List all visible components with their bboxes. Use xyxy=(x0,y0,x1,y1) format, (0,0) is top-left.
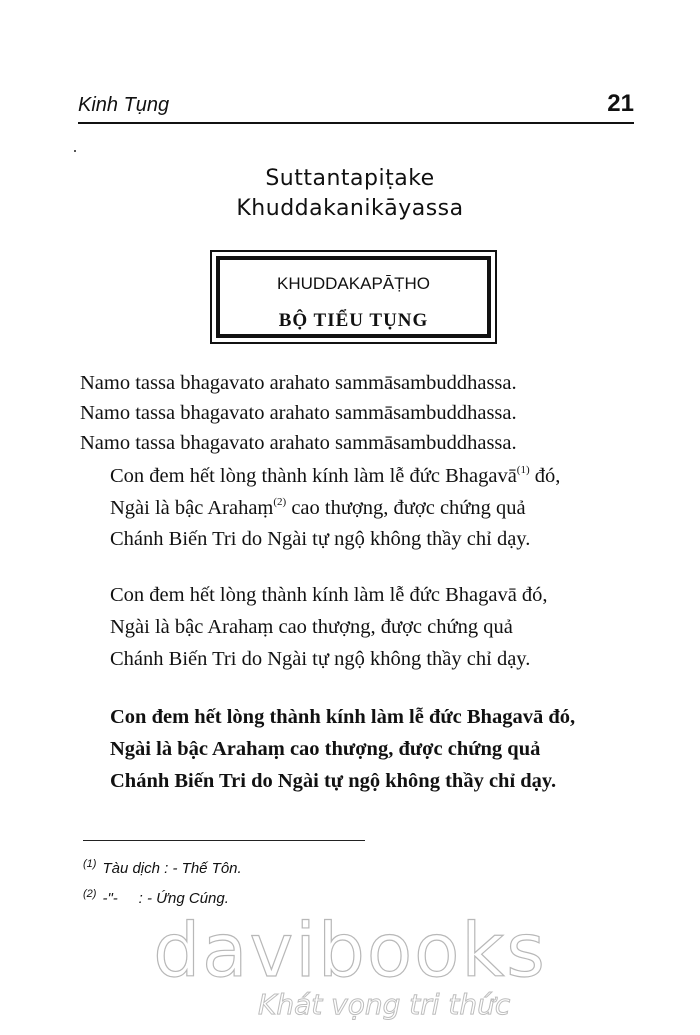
footnote-divider xyxy=(83,840,365,841)
stanza2-line-1: Con đem hết lòng thành kính làm lễ đức Bhagavā đó, xyxy=(110,584,548,606)
stanza1-line-1-text: Con đem hết lòng thành kính làm lễ đức Bhagavā xyxy=(110,465,517,487)
section-title-1: Suttantapiṭake xyxy=(265,166,435,191)
pali-line-2: Namo tassa bhagavato arahato sammāsambuddhassa. xyxy=(80,402,517,424)
watermark-brand: davibooks xyxy=(153,908,547,994)
title-box-inner xyxy=(216,256,491,338)
stanza3-line-3: Chánh Biến Tri do Ngài tự ngộ không thầy chỉ dạy. xyxy=(110,770,557,792)
stanza1-line-1 xyxy=(110,464,560,488)
stanza2-line-2: Ngài là bậc Arahaṃ cao thượng, được chứng quả xyxy=(110,616,513,638)
pali-book-title: KHUDDAKAPĀṬHO xyxy=(276,274,431,293)
watermark-slogan: Khát vọng tri thức xyxy=(258,988,511,1021)
title-box xyxy=(210,250,497,344)
stanza1-line-2 xyxy=(110,496,526,520)
footnote-1-text: Tàu dịch : - Thế Tôn. xyxy=(102,860,242,877)
section-title-2: Khuddakanikāyassa xyxy=(236,196,464,221)
footnote-ref-2: (2) xyxy=(273,496,287,508)
stanza3-line-1: Con đem hết lòng thành kính làm lễ đức Bhagavā đó, xyxy=(110,706,576,728)
stanza1-line-1-end: đó, xyxy=(529,465,561,487)
pali-line-1: Namo tassa bhagavato arahato sammāsambuddhassa. xyxy=(80,372,517,394)
footnote-ref-1: (1) xyxy=(516,464,530,476)
book-title: Kinh Tụng xyxy=(78,94,170,116)
stanza1-line-2-text: Ngài là bậc Arahaṃ xyxy=(110,497,274,519)
stanza1-line-3: Chánh Biến Tri do Ngài tự ngộ không thầy chỉ dạy. xyxy=(110,528,531,550)
viet-book-title: BỘ TIỂU TỤNG xyxy=(278,310,429,331)
footnote-2-text: -"- : - Ứng Cúng. xyxy=(102,890,229,907)
footnote-1-mark: (1) xyxy=(83,858,97,870)
footnote-2-mark: (2) xyxy=(83,888,97,900)
footnote-1 xyxy=(83,858,242,877)
running-header xyxy=(78,92,634,124)
stanza2-line-3: Chánh Biến Tri do Ngài tự ngộ không thầy chỉ dạy. xyxy=(110,648,531,670)
stanza3-line-2: Ngài là bậc Arahaṃ cao thượng, được chứng quả xyxy=(110,738,541,760)
footnote-2 xyxy=(83,888,229,907)
pali-line-3: Namo tassa bhagavato arahato sammāsambuddhassa. xyxy=(80,432,517,454)
print-speck xyxy=(74,150,76,152)
stanza1-line-2-end: cao thượng, được chứng quả xyxy=(286,497,526,519)
page-number: 21 xyxy=(607,90,634,117)
